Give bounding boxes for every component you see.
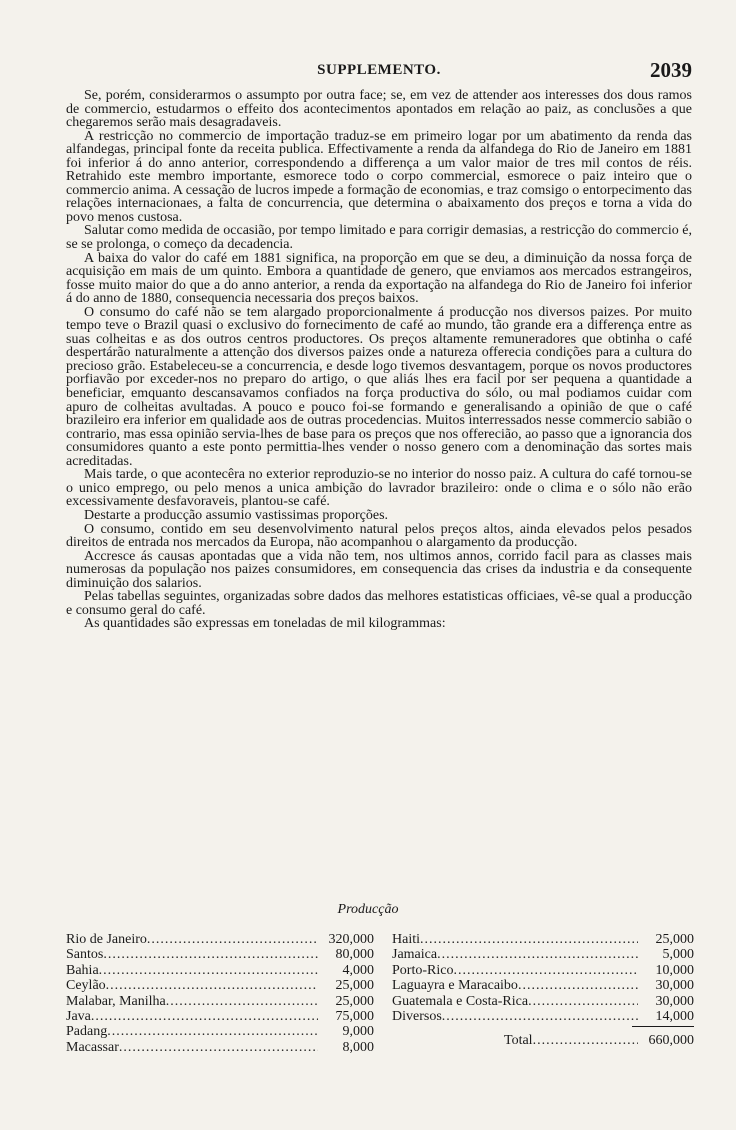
body-text: [66, 89, 692, 631]
paragraph: Salutar como medida de occasião, por tempo limitado e para corrigir demasias, a restricção do commercio é, se se prolonga, o começo da decadencia.: [66, 223, 692, 253]
table-row: [66, 1024, 374, 1039]
paragraph: O consumo do café não se tem alargado proporcionalmente á producção nos diversos paizes. Por muito tempo teve o Brazil quasi o exclusivo do fornecimento de café ao mundo, tão grande era a differença entre as suas colheitas e as dos outros centros productores. Os preços altamente remuneradores que obtinha o café despertárão naturalmente a attenção dos diversos paizes onde a natureza offerecia condições para a cultura do precioso grão. Estabeleceu-se a concurrencia, e desde logo tivemos desvantagem, porque os novos productores porfiavão por exceder-nos no preparo do artigo, o que aliás lhes era facil por ser pequena a quantidade a beneficiar, emquanto descansavamos confiados na força productiva do sólo, ou mal podiamos cuidar com apuro de colheitas avultadas. A pouco e pouco foi-se formando e generalisando a opinião de que o café brazileiro era inferior em qualidade aos de outras procedencias. Muitos interressados nesse commercio sabião o contrario, mas essa opinião servia-lhes de base para os preços que nos offerecião, ao passo que a ignorancia dos consumidores quanto a este ponto permittia-lhes vender o nosso genero com a denominação das sortes mais acreditadas.: [66, 304, 692, 469]
table-row: [66, 1009, 374, 1024]
paragraph: Pelas tabellas seguintes, organizadas sobre dados das melhores estatisticas officiaes, vê-se qual a producção e consumo geral do café.: [66, 589, 692, 618]
row-value: 4,000: [342, 962, 374, 978]
dot-leader: [533, 1033, 638, 1048]
row-value: 10,000: [655, 962, 694, 978]
dot-leader: [442, 1009, 638, 1024]
dot-leader: [103, 947, 318, 962]
paragraph: O consumo, contido em seu desenvolvimento natural pelos preços altos, ainda elevados pelos pesados direitos de entrada nos mercados da Europa, não acompanhou o alargamento da producção.: [66, 521, 692, 551]
row-label: Haiti: [392, 932, 420, 947]
table-row: [392, 978, 694, 993]
row-value: 30,000: [655, 993, 694, 1009]
row-label: Jamaica: [392, 947, 438, 963]
total-value: 660,000: [648, 1033, 694, 1049]
row-value: 75,000: [335, 1009, 374, 1025]
table-row: [392, 932, 694, 947]
dot-leader: [91, 1009, 318, 1024]
dot-leader: [420, 932, 638, 947]
running-title: SUPPLEMENTO.: [317, 62, 441, 78]
production-table-left: [66, 932, 374, 1055]
row-label: Rio de Janeiro: [66, 932, 147, 947]
table-row: [66, 963, 374, 978]
table-row: [66, 932, 374, 947]
row-label: Porto-Rico: [392, 962, 454, 978]
dot-leader: [528, 994, 638, 1009]
row-value: 80,000: [335, 947, 374, 963]
paragraph: Mais tarde, o que acontecêra no exterior reproduzio-se no interior do nosso paiz. A cultura do café tornou-se o unico emprego, ou pelo menos a unica ambição do lavrador brazileiro: onde o clima e o sólo não erão excessivamente desfavoraveis, plantou-se café.: [66, 467, 692, 510]
row-label: Malabar, Manilha: [66, 993, 166, 1009]
table-row: [66, 978, 374, 993]
row-value: 5,000: [662, 947, 694, 963]
paragraph: Destarte a producção assumio vastissimas proporções.: [84, 507, 389, 523]
dot-leader: [106, 978, 318, 993]
table-row: [66, 947, 374, 962]
paragraph: Se, porém, considerarmos o assumpto por outra face; se, em vez de attender aos interesses dos dous ramos de commercio, estudarmos o effeito dos acontecimentos apontados em relação ao paiz, as conclusões a que chegaremos serão mais desagradaveis.: [66, 88, 692, 131]
table-row: [66, 994, 374, 1009]
row-value: 25,000: [655, 932, 694, 947]
total-row: [392, 1033, 694, 1048]
row-value: 9,000: [342, 1024, 374, 1040]
row-label: Ceylão: [66, 978, 106, 994]
dot-leader: [166, 994, 318, 1009]
production-table-right: [392, 932, 694, 1049]
row-value: 25,000: [335, 993, 374, 1009]
table-row: [392, 947, 694, 962]
row-value: 8,000: [342, 1039, 374, 1055]
row-label: Padang: [66, 1024, 108, 1040]
row-label: Guatemala e Costa-Rica: [392, 993, 529, 1009]
table-row: [392, 994, 694, 1009]
dot-leader: [107, 1024, 318, 1039]
table-title: Producção: [337, 902, 399, 917]
paragraph: A restricção no commercio de importação traduz-se em primeiro logar por um abatimento da renda das alfandegas, principal fonte da receita publica. Effectivamente a renda da alfandega do Rio de Janeiro em 1881 foi inferior á do anno anterior, correspondendo a differença a um valor maior de tres mil contos de réis. Retrahido este membro importante, esmorece todo o corpo commercial, esmorece o paiz inteiro que o commercio anima. A cessação de lucros impede a formação de economias, e traz comsigo o entorpecimento das relações internacionaes, a falta de concurrencia, que determina o abaixamento dos preços e torna a vida do povo menos custosa.: [66, 128, 692, 225]
row-label: Bahia: [66, 962, 99, 978]
table-row: [392, 1009, 694, 1024]
row-label: Diversos: [392, 1009, 442, 1025]
dot-leader: [119, 1040, 318, 1055]
dot-leader: [147, 932, 318, 947]
page-number: 2039: [650, 58, 692, 82]
page-header: [66, 58, 692, 84]
dot-leader: [453, 963, 638, 978]
row-label: Macassar: [66, 1039, 119, 1055]
table-row: [66, 1040, 374, 1055]
paragraph: Accresce ás causas apontadas que a vida não tem, nos ultimos annos, corrido facil para as classes mais numerosas da população nos paizes consumidores, em consequencia das crises da industria e da consequente diminuição dos salarios.: [66, 548, 692, 591]
row-label: Santos: [66, 947, 104, 963]
total-label: Total: [504, 1033, 533, 1049]
row-label: Laguayra e Maracaibo: [392, 978, 518, 994]
row-label: Java: [66, 1009, 91, 1025]
paragraph: As quantidades são expressas em toneladas de mil kilogrammas:: [84, 616, 446, 632]
row-value: 320,000: [328, 932, 374, 947]
row-value: 25,000: [335, 978, 374, 994]
row-value: 30,000: [655, 978, 694, 994]
table-row: [392, 963, 694, 978]
total-rule: [632, 1026, 694, 1027]
dot-leader: [99, 963, 318, 978]
dot-leader: [437, 947, 638, 962]
dot-leader: [518, 978, 638, 993]
row-value: 14,000: [655, 1009, 694, 1025]
paragraph: A baixa do valor do café em 1881 significa, na proporção em que se deu, a diminuição da nossa força de acquisição em mais de um quinto. Embora a quantidade de genero, que enviamos aos mercados estrangeiros, fosse muito maior do que a do anno anterior, a renda da exportação na alfandega do Rio de Janeiro foi inferior á do anno de 1880, consequencia necessaria dos preços baixos.: [66, 250, 692, 307]
